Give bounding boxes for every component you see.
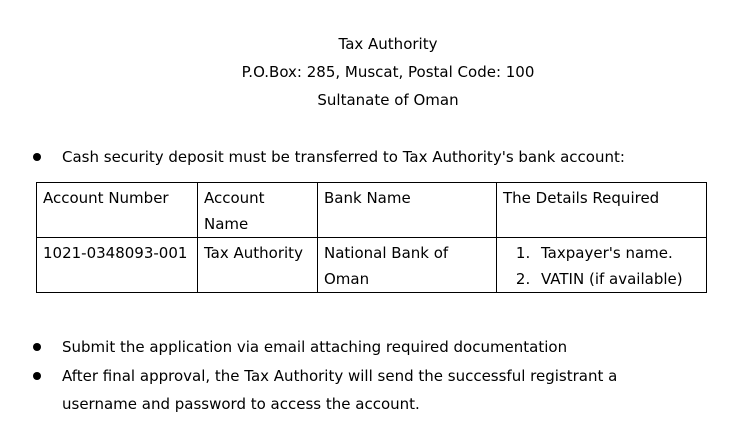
bank-account-table bbox=[36, 182, 707, 293]
cell-bank-name: National Bank of Oman bbox=[318, 238, 497, 293]
bullet-approval-text-line2: username and password to access the account. bbox=[62, 395, 420, 413]
details-list bbox=[503, 240, 701, 292]
bullet-deposit-text: Cash security deposit must be transferred to Tax Authority's bank account: bbox=[62, 148, 625, 166]
table-row bbox=[37, 238, 707, 293]
cell-details bbox=[497, 238, 707, 293]
bullet-submit-text: Submit the application via email attaching required documentation bbox=[62, 338, 568, 356]
authority-name: Tax Authority bbox=[338, 35, 438, 53]
list-item: 1. Taxpayer's name. bbox=[535, 240, 701, 266]
header-account-number: Account Number bbox=[37, 183, 198, 238]
cell-account-name: Tax Authority bbox=[198, 238, 318, 293]
cell-account-number: 1021-0348093-001 bbox=[37, 238, 198, 293]
header-account-name: Account Name bbox=[198, 183, 318, 238]
bullet-approval-text-line1: After final approval, the Tax Authority will send the successful registrant a bbox=[62, 367, 618, 385]
header-bank-name: Bank Name bbox=[318, 183, 497, 238]
bullet-dot-icon bbox=[33, 343, 41, 351]
bullet-dot-icon bbox=[33, 372, 41, 380]
table-header-row bbox=[37, 183, 707, 238]
bullet-dot-icon bbox=[33, 153, 41, 161]
authority-country: Sultanate of Oman bbox=[317, 91, 459, 109]
authority-address: P.O.Box: 285, Muscat, Postal Code: 100 bbox=[241, 63, 535, 81]
letterhead bbox=[0, 30, 744, 114]
list-item: 2. VATIN (if available) bbox=[535, 266, 701, 292]
header-details-required: The Details Required bbox=[497, 183, 707, 238]
